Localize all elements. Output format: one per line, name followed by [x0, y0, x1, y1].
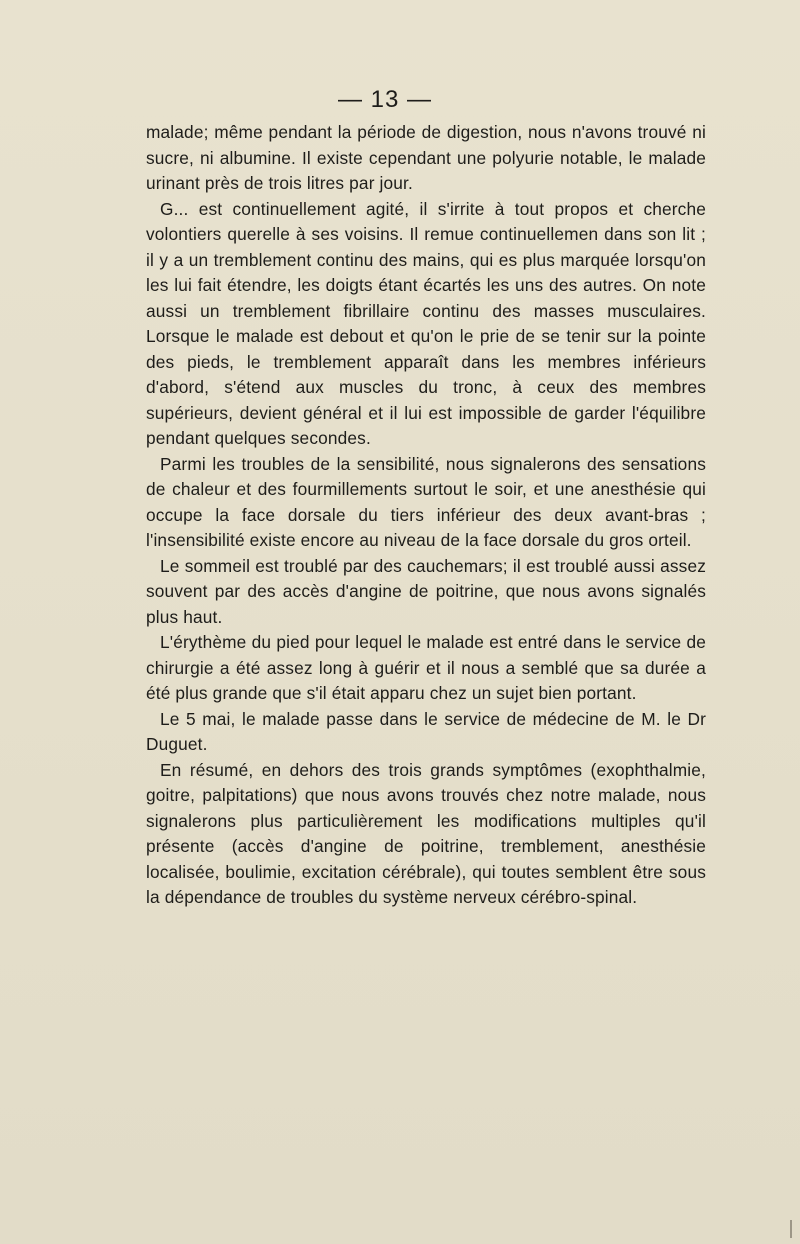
paragraph-1: malade; même pendant la période de digestion, nous n'avons trouvé ni sucre, ni albumine. Il existe cependant une polyurie notable, le malade urinant près de trois litres par jour. [146, 122, 706, 193]
page-number: — 13 — [337, 86, 433, 113]
paragraph-4: Le sommeil est troublé par des cauchemars; il est troublé aussi assez souvent par des accès d'angine de poitrine, que nous avons signalés plus haut. [146, 555, 706, 627]
paragraph-7: En résumé, en dehors des trois grands symptômes (exophthalmie, goitre, palpitations) que nous avons trouvés chez notre malade, nous signalerons plus particulièrement les modifications multiples qu'il présente (accès d'angine de poitrine, tremblement, anesthésie localisée, boulimie, excitation cérébrale), qui toutes semblent être sous la dépendance de troubles du système nerveux cérébro-spinal. [146, 759, 706, 907]
paragraph-3: Parmi les troubles de la sensibilité, nous signalerons des sensations de chaleur et des fourmillements surtout le soir, et une anesthésie qui occupe la face dorsale du tiers inférieur des deux avant-bras ; l'insensibilité existe encore au niveau de la face dorsale du gros orteil. [146, 453, 706, 550]
paragraph-5: L'érythème du pied pour lequel le malade est entré dans le service de chirurgie a été assez long à guérir et il nous a semblé que sa durée a été plus grande que s'il était apparu chez un sujet bien portant. [146, 632, 706, 703]
body-text [146, 120, 706, 911]
paragraph-2: G... est continuellement agité, il s'irrite à tout propos et cherche volontiers querelle à ses voisins. Il remue continuellemen dans son lit ; il y a un tremblement continu des mains, qui es plus marquée lorsqu'on les lui fait étendre, les doigts étant écartés les uns des autres. On note aussi un tremblement fibrillaire continu des masses musculaires. Lorsque le malade est debout et qu'on le prie de se tenir sur la pointe des pieds, le tremblement apparaît dans les membres inférieurs d'abord, s'étend aux muscles du tronc, à ceux des membres supérieurs, devient général et il lui est impossible de garder l'équilibre pendant quelques secondes. [146, 198, 706, 448]
scan-mark [790, 1220, 792, 1238]
paragraph-6: Le 5 mai, le malade passe dans le service de médecine de M. le Dr Duguet. [146, 708, 706, 754]
